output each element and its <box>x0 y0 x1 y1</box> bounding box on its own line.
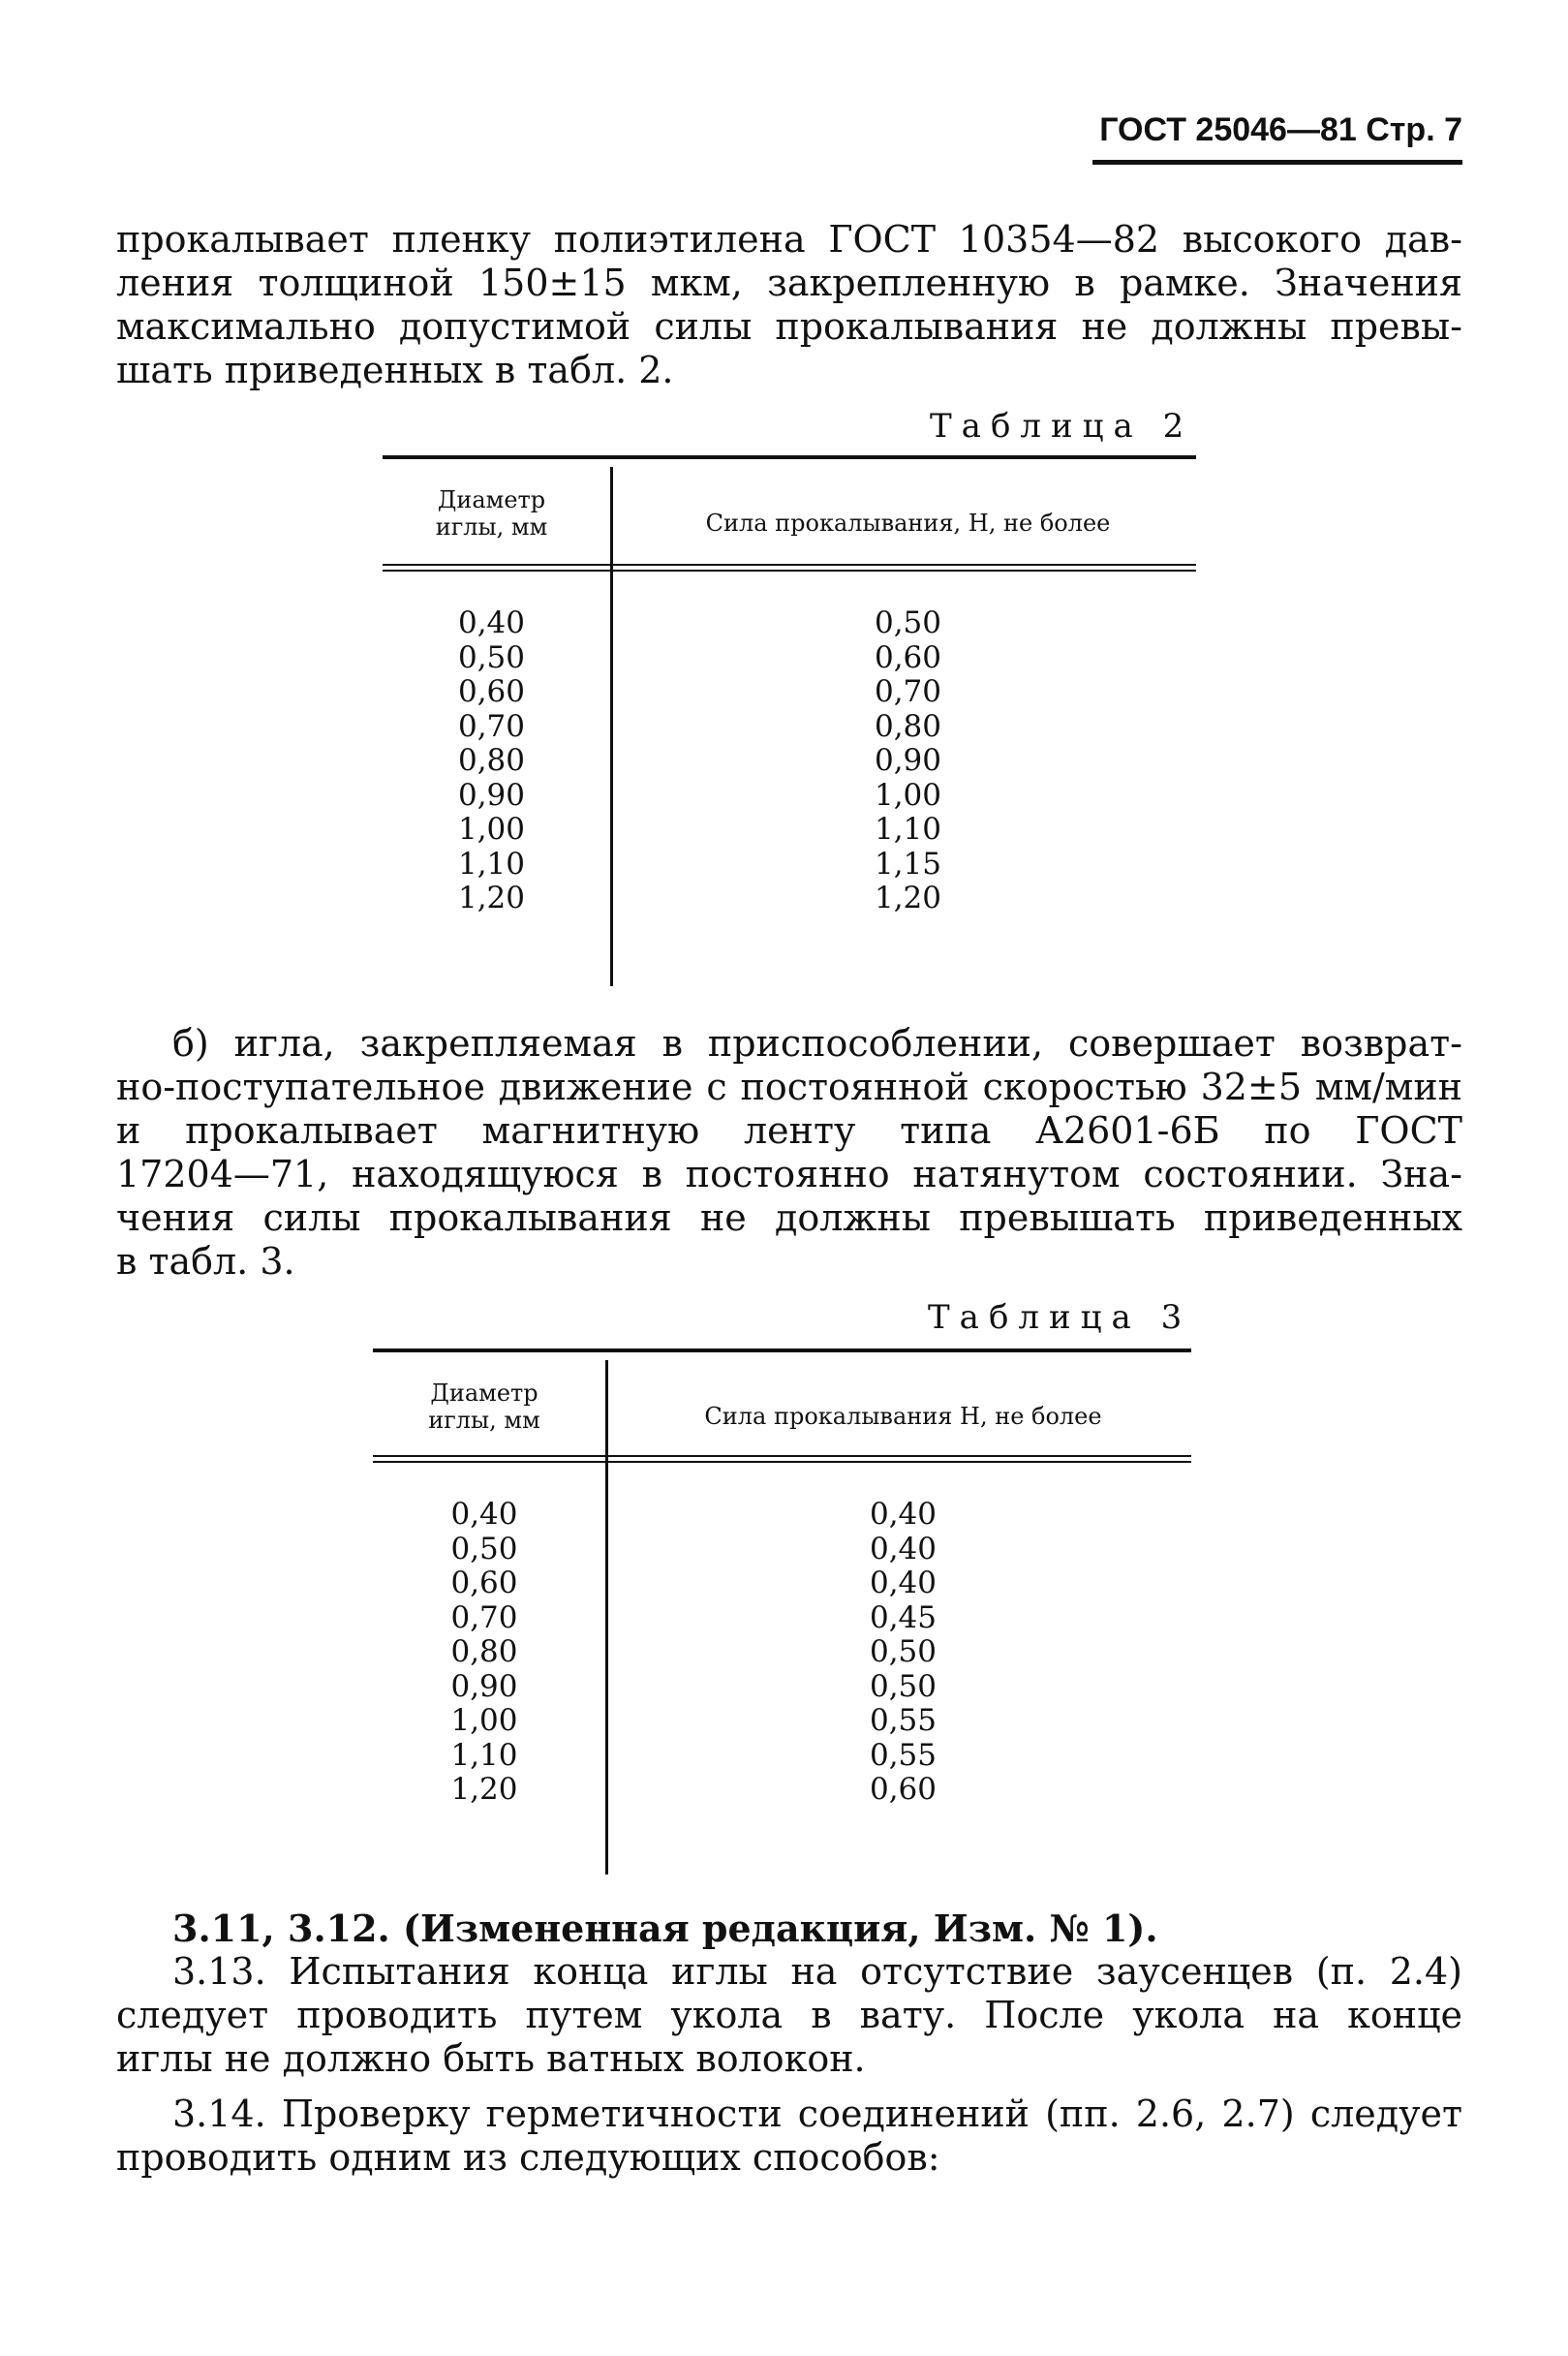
table-3-diameters <box>373 1498 596 1808</box>
header-rule <box>1092 160 1462 165</box>
text-line: в табл. 3. <box>116 1240 295 1283</box>
text-line: 3.11, 3.12. (Измененная редакция, Изм. № 1). <box>172 1906 1158 1950</box>
text-line: но-поступательное движение с постоянной скоростью 32±5 мм/мин <box>116 1066 1462 1108</box>
table-cell: 1,10 <box>874 812 942 847</box>
text-line: и прокалывает магнитную ленту типа А2601-6Б по ГОСТ <box>116 1109 1462 1152</box>
text-line: 3.13. Испытания конца иглы на отсутствие заусенцев (п. 2.4) <box>172 1950 1462 1993</box>
table-header-rule <box>383 564 1196 566</box>
table-cell: 0,90 <box>457 777 526 813</box>
table-cell: 1,10 <box>450 1737 518 1773</box>
text-line: следует проводить путем укола в вату. После укола на конце <box>116 1994 1462 2036</box>
header-line: Диаметр <box>430 1380 538 1407</box>
table-cell: 0,90 <box>450 1668 518 1704</box>
table-cell: 0,50 <box>869 1668 938 1704</box>
table-cell: 0,40 <box>450 1497 518 1532</box>
table-cell: 0,70 <box>874 674 942 709</box>
table-cell: 0,60 <box>869 1772 938 1807</box>
paragraph-1 <box>116 218 1462 392</box>
table-cell: 1,00 <box>874 777 942 813</box>
table-cell: 1,10 <box>457 846 526 882</box>
table-cell: 0,40 <box>869 1531 938 1566</box>
table-column-divider <box>610 467 613 986</box>
table-cell: 0,50 <box>874 605 942 640</box>
text-line: шать приведенных в табл. 2. <box>116 349 674 391</box>
text-line: ления толщиной 150±15 мкм, закрепленную в рамке. Значения <box>116 262 1462 304</box>
text-line: прокалывает пленку полиэтилена ГОСТ 10354—82 высокого дав- <box>116 218 1462 261</box>
table-cell: 0,70 <box>450 1599 518 1635</box>
table-cell: 1,20 <box>457 881 526 915</box>
paragraph-5 <box>116 2092 1462 2180</box>
table-2-col1-header <box>383 486 600 541</box>
table-cell: 0,55 <box>869 1703 938 1738</box>
table-cell: 0,50 <box>869 1634 938 1669</box>
table-cell: 0,80 <box>874 708 942 744</box>
table-cell: 0,60 <box>457 674 526 709</box>
table-cell: 0,50 <box>457 639 526 675</box>
table-cell: 0,55 <box>869 1737 938 1773</box>
text-line: 3.14. Проверку герметичности соединений (пп. 2.6, 2.7) следует <box>172 2092 1462 2135</box>
table-cell: 0,40 <box>869 1497 938 1532</box>
table-cell: 0,50 <box>450 1531 518 1566</box>
table-cell: 0,80 <box>450 1634 518 1669</box>
text-line: проводить одним из следующих способов: <box>116 2136 940 2179</box>
table-header-rule <box>383 570 1196 572</box>
text-line: чения силы прокалывания не должны превышать приведенных <box>116 1196 1462 1239</box>
table-3-col1-header <box>373 1380 596 1434</box>
table-cell: 0,60 <box>450 1566 518 1600</box>
table-cell: 1,20 <box>874 881 942 915</box>
text-line: 17204—71, находящуюся в постоянно натянутом состоянии. Зна- <box>116 1153 1462 1195</box>
table-cell: 0,40 <box>457 605 526 640</box>
table-cell: 0,45 <box>869 1599 938 1635</box>
paragraph-2 <box>116 1022 1462 1284</box>
header-line: Диаметр <box>437 486 546 513</box>
table-header-rule <box>373 1461 1191 1463</box>
table-2-col2-header: Сила прокалывания, Н, не более <box>705 510 1111 537</box>
table-3 <box>373 1348 1191 1876</box>
table-3-caption: Таблица 3 <box>928 1298 1192 1337</box>
table-column-divider <box>605 1360 608 1875</box>
table-cell: 1,20 <box>450 1772 518 1807</box>
paragraph-3 <box>116 1906 1462 1950</box>
table-cell: 0,70 <box>457 708 526 744</box>
table-top-rule <box>383 455 1196 459</box>
table-3-forces <box>615 1498 1191 1808</box>
table-cell: 1,00 <box>450 1703 518 1738</box>
text-line: б) игла, закрепляемая в приспособлении, совершает возврат- <box>172 1022 1462 1065</box>
table-2 <box>383 455 1196 988</box>
paragraph-4 <box>116 1950 1462 2081</box>
table-3-col2-header: Сила прокалывания Н, не более <box>704 1403 1102 1430</box>
table-top-rule <box>373 1348 1191 1352</box>
table-2-caption: Таблица 2 <box>930 407 1194 446</box>
table-cell: 0,80 <box>457 743 526 778</box>
table-cell: 0,60 <box>874 639 942 675</box>
table-header-rule <box>373 1455 1191 1457</box>
text-line: иглы не должно быть ватных волокон. <box>116 2037 866 2080</box>
text-line: максимально допустимой силы прокалывания не должны превы- <box>116 305 1462 348</box>
table-2-forces <box>620 606 1196 916</box>
table-cell: 0,90 <box>874 743 942 778</box>
header-line: иглы, мм <box>428 1407 540 1434</box>
header-line: иглы, мм <box>435 513 548 541</box>
table-cell: 0,40 <box>869 1566 938 1600</box>
table-cell: 1,15 <box>874 846 942 882</box>
table-cell: 1,00 <box>457 812 526 847</box>
table-2-diameters <box>383 606 600 916</box>
page-header: ГОСТ 25046—81 Стр. 7 <box>1099 111 1462 148</box>
